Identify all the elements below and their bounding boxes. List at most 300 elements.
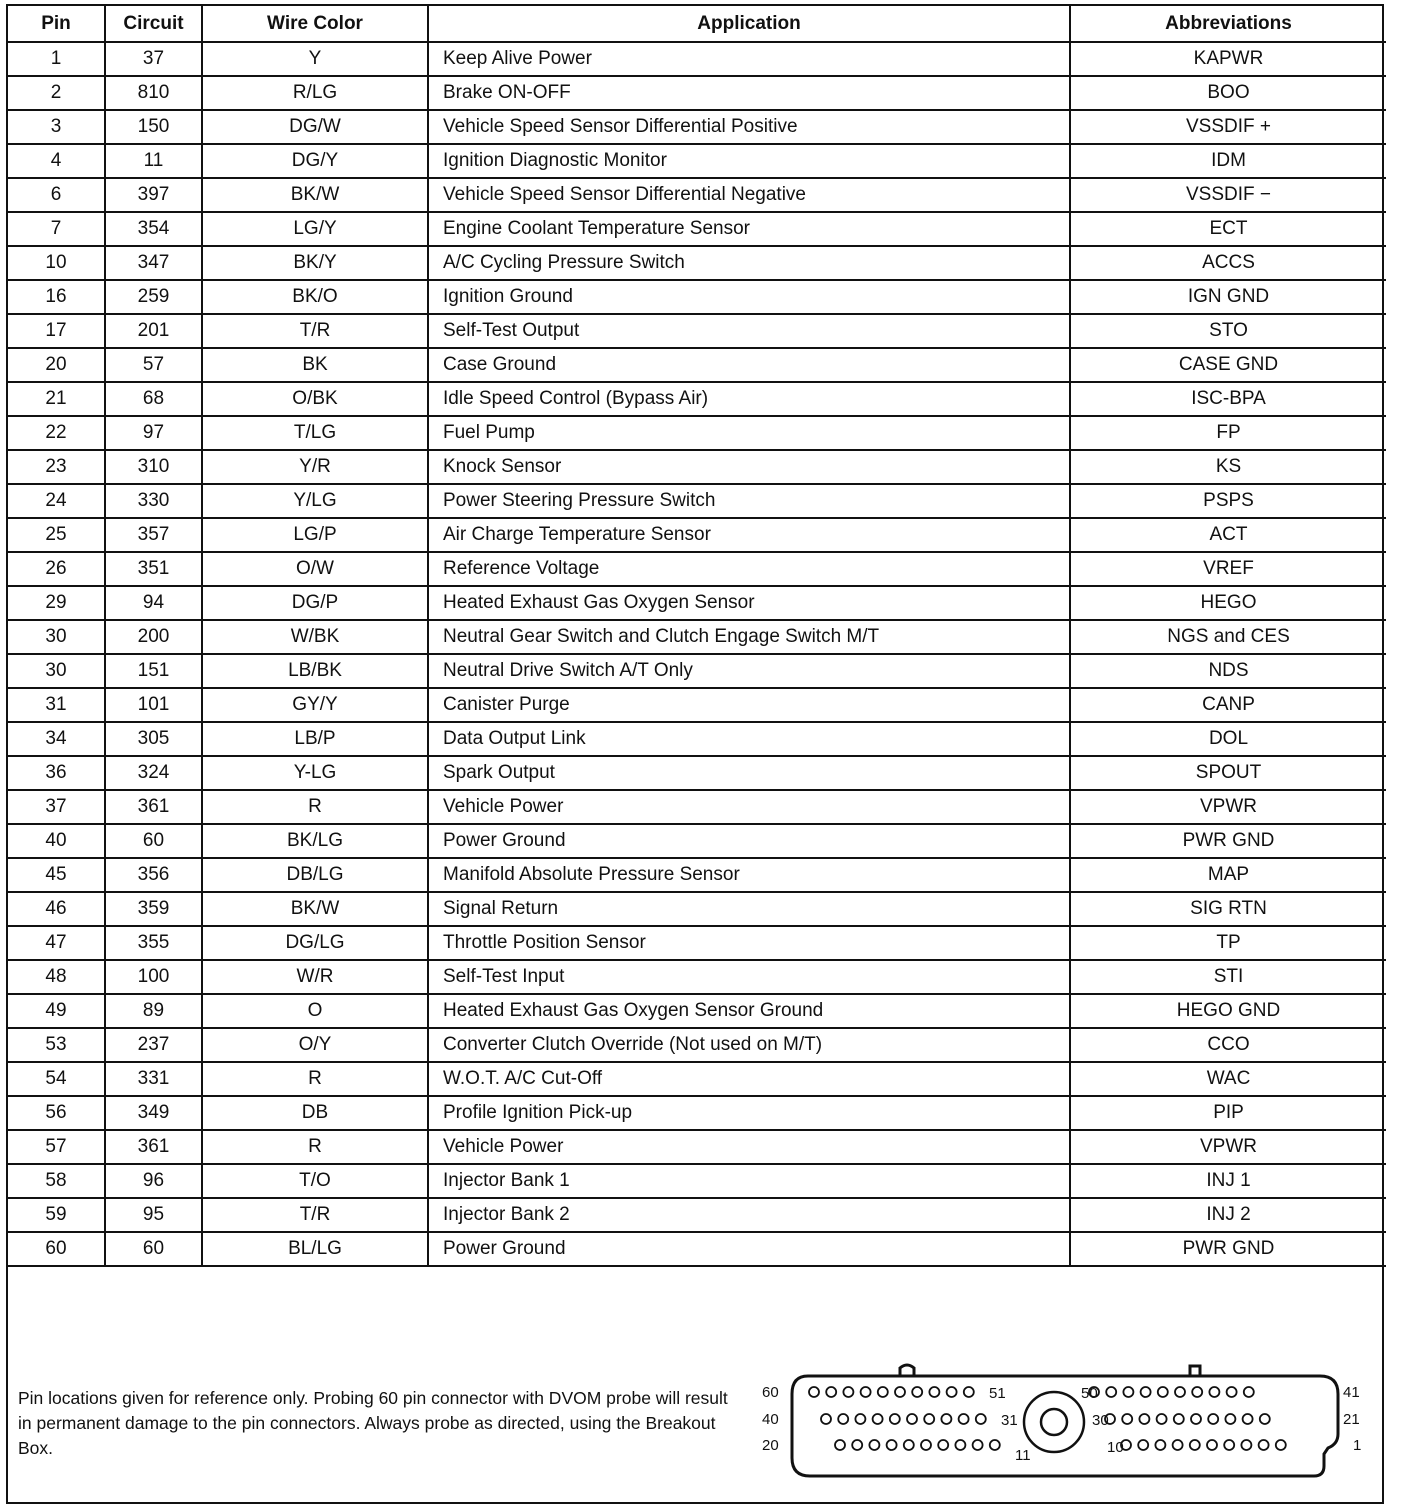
cell-pin: 3 (8, 110, 105, 144)
label-41: 41 (1343, 1384, 1360, 1401)
cell-pin: 17 (8, 314, 105, 348)
cell-wire-color: O (202, 994, 428, 1028)
cell-abbreviation: ACT (1070, 518, 1386, 552)
connector-pin (1208, 1414, 1218, 1424)
connector-pin (855, 1414, 865, 1424)
cell-pin: 57 (8, 1130, 105, 1164)
cell-wire-color: Y/LG (202, 484, 428, 518)
cell-wire-color: LG/P (202, 518, 428, 552)
table-row (8, 76, 1386, 110)
connector-pin (1209, 1387, 1219, 1397)
connector-outline (792, 1376, 1338, 1476)
cell-circuit: 810 (105, 76, 202, 110)
cell-application: Keep Alive Power (428, 42, 1070, 76)
table-row (8, 314, 1386, 348)
cell-application: Reference Voltage (428, 552, 1070, 586)
connector-pin (955, 1440, 965, 1450)
cell-application: Case Ground (428, 348, 1070, 382)
cell-abbreviation: STI (1070, 960, 1386, 994)
cell-pin: 59 (8, 1198, 105, 1232)
cell-abbreviation: SPOUT (1070, 756, 1386, 790)
cell-abbreviation: TP (1070, 926, 1386, 960)
table-row (8, 790, 1386, 824)
connector-pin (1141, 1387, 1151, 1397)
connector-pin (1174, 1414, 1184, 1424)
cell-application: Throttle Position Sensor (428, 926, 1070, 960)
cell-application: Ignition Diagnostic Monitor (428, 144, 1070, 178)
cell-application: Power Ground (428, 824, 1070, 858)
connector-pin (873, 1414, 883, 1424)
cell-pin: 16 (8, 280, 105, 314)
cell-pin: 36 (8, 756, 105, 790)
cell-circuit: 331 (105, 1062, 202, 1096)
cell-application: Canister Purge (428, 688, 1070, 722)
header-pin: Pin (8, 6, 105, 42)
connector-pin (964, 1387, 974, 1397)
cell-application: Idle Speed Control (Bypass Air) (428, 382, 1070, 416)
connector-pin (1138, 1440, 1148, 1450)
table-row (8, 450, 1386, 484)
cell-circuit: 94 (105, 586, 202, 620)
cell-abbreviation: VPWR (1070, 790, 1386, 824)
label-60: 60 (762, 1384, 779, 1401)
cell-circuit: 200 (105, 620, 202, 654)
table-row (8, 824, 1386, 858)
cell-pin: 45 (8, 858, 105, 892)
connector-pin (924, 1414, 934, 1424)
cell-circuit: 359 (105, 892, 202, 926)
cell-pin: 10 (8, 246, 105, 280)
table-row (8, 688, 1386, 722)
table-row (8, 1130, 1386, 1164)
connector-bolt-outer (1024, 1392, 1084, 1452)
cell-wire-color: DB (202, 1096, 428, 1130)
connector-pin (852, 1440, 862, 1450)
cell-abbreviation: WAC (1070, 1062, 1386, 1096)
cell-pin: 20 (8, 348, 105, 382)
cell-application: W.O.T. A/C Cut-Off (428, 1062, 1070, 1096)
connector-pin (1139, 1414, 1149, 1424)
cell-pin: 30 (8, 620, 105, 654)
cell-circuit: 151 (105, 654, 202, 688)
cell-pin: 30 (8, 654, 105, 688)
cell-wire-color: BK/W (202, 892, 428, 926)
connector-pin (1190, 1440, 1200, 1450)
cell-wire-color: Y (202, 42, 428, 76)
cell-circuit: 347 (105, 246, 202, 280)
cell-circuit: 355 (105, 926, 202, 960)
cell-circuit: 37 (105, 42, 202, 76)
table-row (8, 280, 1386, 314)
connector-pin (1241, 1440, 1251, 1450)
cell-pin: 56 (8, 1096, 105, 1130)
cell-application: Injector Bank 2 (428, 1198, 1070, 1232)
connector-pin (843, 1387, 853, 1397)
cell-application: Self-Test Input (428, 960, 1070, 994)
cell-application: Heated Exhaust Gas Oxygen Sensor Ground (428, 994, 1070, 1028)
cell-circuit: 361 (105, 1130, 202, 1164)
warning-note: Pin locations given for reference only. Probing 60 pin connector with DVOM probe will result in permanent damage to the pin connectors. Always probe as directed, using the Breakout Box. (18, 1388, 728, 1458)
connector-pin (929, 1387, 939, 1397)
cell-wire-color: DG/W (202, 110, 428, 144)
header-circuit: Circuit (105, 6, 202, 42)
cell-application: Vehicle Speed Sensor Differential Positive (428, 110, 1070, 144)
cell-abbreviation: HEGO GND (1070, 994, 1386, 1028)
cell-pin: 25 (8, 518, 105, 552)
cell-abbreviation: KAPWR (1070, 42, 1386, 76)
table-row (8, 586, 1386, 620)
table-row (8, 994, 1386, 1028)
cell-circuit: 330 (105, 484, 202, 518)
connector-pin (1227, 1387, 1237, 1397)
cell-pin: 21 (8, 382, 105, 416)
cell-circuit: 361 (105, 790, 202, 824)
connector-pin (890, 1414, 900, 1424)
cell-abbreviation: HEGO (1070, 586, 1386, 620)
table-row (8, 484, 1386, 518)
cell-wire-color: BK (202, 348, 428, 382)
table-row (8, 348, 1386, 382)
table-row (8, 892, 1386, 926)
cell-abbreviation: VSSDIF + (1070, 110, 1386, 144)
cell-circuit: 11 (105, 144, 202, 178)
cell-pin: 7 (8, 212, 105, 246)
cell-abbreviation: IDM (1070, 144, 1386, 178)
connector-bolt-inner (1041, 1409, 1067, 1435)
cell-wire-color: Y-LG (202, 756, 428, 790)
connector-pin (1192, 1387, 1202, 1397)
cell-pin: 46 (8, 892, 105, 926)
cell-abbreviation: VSSDIF − (1070, 178, 1386, 212)
cell-pin: 29 (8, 586, 105, 620)
cell-circuit: 357 (105, 518, 202, 552)
connector-pin (861, 1387, 871, 1397)
table-row (8, 620, 1386, 654)
cell-wire-color: W/BK (202, 620, 428, 654)
cell-wire-color: GY/Y (202, 688, 428, 722)
label-1: 1 (1353, 1437, 1362, 1454)
cell-wire-color: T/O (202, 1164, 428, 1198)
connector-pin (1158, 1387, 1168, 1397)
cell-pin: 1 (8, 42, 105, 76)
table-row (8, 1062, 1386, 1096)
cell-application: A/C Cycling Pressure Switch (428, 246, 1070, 280)
label-40: 40 (762, 1411, 779, 1428)
table-row (8, 212, 1386, 246)
cell-circuit: 100 (105, 960, 202, 994)
cell-abbreviation: IGN GND (1070, 280, 1386, 314)
cell-circuit: 95 (105, 1198, 202, 1232)
cell-circuit: 356 (105, 858, 202, 892)
table-row (8, 756, 1386, 790)
connector-pin (1260, 1414, 1270, 1424)
cell-circuit: 60 (105, 824, 202, 858)
table-row (8, 382, 1386, 416)
connector-pin (1224, 1440, 1234, 1450)
connector-pin (907, 1414, 917, 1424)
cell-pin: 58 (8, 1164, 105, 1198)
cell-circuit: 354 (105, 212, 202, 246)
label-51: 51 (989, 1385, 1006, 1402)
cell-pin: 49 (8, 994, 105, 1028)
cell-wire-color: R (202, 1062, 428, 1096)
cell-pin: 48 (8, 960, 105, 994)
connector-pin (1243, 1414, 1253, 1424)
cell-abbreviation: CANP (1070, 688, 1386, 722)
connector-pin (941, 1414, 951, 1424)
cell-application: Converter Clutch Override (Not used on M/T) (428, 1028, 1070, 1062)
cell-application: Fuel Pump (428, 416, 1070, 450)
cell-abbreviation: BOO (1070, 76, 1386, 110)
cell-abbreviation: DOL (1070, 722, 1386, 756)
connector-pin (973, 1440, 983, 1450)
cell-wire-color: BK/O (202, 280, 428, 314)
cell-application: Ignition Ground (428, 280, 1070, 314)
connector-pin (887, 1440, 897, 1450)
cell-wire-color: BL/LG (202, 1232, 428, 1266)
connector-key-left (900, 1365, 914, 1376)
cell-application: Profile Ignition Pick-up (428, 1096, 1070, 1130)
cell-wire-color: DB/LG (202, 858, 428, 892)
cell-wire-color: W/R (202, 960, 428, 994)
connector-pin (1122, 1414, 1132, 1424)
table-row (8, 178, 1386, 212)
header-abbreviations: Abbreviations (1070, 6, 1386, 42)
cell-pin: 22 (8, 416, 105, 450)
cell-pin: 54 (8, 1062, 105, 1096)
cell-abbreviation: ACCS (1070, 246, 1386, 280)
cell-pin: 4 (8, 144, 105, 178)
cell-abbreviation: SIG RTN (1070, 892, 1386, 926)
cell-abbreviation: VPWR (1070, 1130, 1386, 1164)
cell-wire-color: T/LG (202, 416, 428, 450)
cell-pin: 23 (8, 450, 105, 484)
pinout-table (8, 6, 1386, 1267)
connector-pin (990, 1440, 1000, 1450)
cell-application: Heated Exhaust Gas Oxygen Sensor (428, 586, 1070, 620)
connector-pin (1207, 1440, 1217, 1450)
table-row (8, 518, 1386, 552)
cell-wire-color: LB/BK (202, 654, 428, 688)
label-50: 50 (1081, 1385, 1098, 1402)
cell-pin: 37 (8, 790, 105, 824)
cell-application: Air Charge Temperature Sensor (428, 518, 1070, 552)
cell-circuit: 310 (105, 450, 202, 484)
cell-abbreviation: INJ 2 (1070, 1198, 1386, 1232)
cell-application: Data Output Link (428, 722, 1070, 756)
footer-panel (8, 1338, 1382, 1504)
table-row (8, 246, 1386, 280)
cell-circuit: 201 (105, 314, 202, 348)
cell-circuit: 60 (105, 1232, 202, 1266)
cell-abbreviation: INJ 1 (1070, 1164, 1386, 1198)
cell-abbreviation: NGS and CES (1070, 620, 1386, 654)
cell-abbreviation: PWR GND (1070, 1232, 1386, 1266)
cell-application: Vehicle Power (428, 1130, 1070, 1164)
cell-abbreviation: KS (1070, 450, 1386, 484)
table-row (8, 1096, 1386, 1130)
cell-application: Knock Sensor (428, 450, 1070, 484)
connector-pin (1225, 1414, 1235, 1424)
cell-wire-color: O/Y (202, 1028, 428, 1062)
cell-pin: 31 (8, 688, 105, 722)
cell-pin: 40 (8, 824, 105, 858)
cell-pin: 34 (8, 722, 105, 756)
cell-wire-color: R (202, 1130, 428, 1164)
cell-application: Self-Test Output (428, 314, 1070, 348)
cell-circuit: 305 (105, 722, 202, 756)
cell-circuit: 324 (105, 756, 202, 790)
label-11: 11 (1015, 1447, 1031, 1464)
connector-pin (1155, 1440, 1165, 1450)
cell-application: Injector Bank 1 (428, 1164, 1070, 1198)
header-wire-color: Wire Color (202, 6, 428, 42)
cell-wire-color: O/BK (202, 382, 428, 416)
label-20: 20 (762, 1437, 779, 1454)
cell-circuit: 351 (105, 552, 202, 586)
cell-wire-color: DG/Y (202, 144, 428, 178)
connector-pin (826, 1387, 836, 1397)
table-row (8, 1232, 1386, 1266)
cell-circuit: 259 (105, 280, 202, 314)
label-31: 31 (1001, 1412, 1018, 1429)
table-row (8, 416, 1386, 450)
table-row (8, 1198, 1386, 1232)
cell-abbreviation: CCO (1070, 1028, 1386, 1062)
connector-pin (838, 1414, 848, 1424)
table-row (8, 858, 1386, 892)
cell-application: Power Ground (428, 1232, 1070, 1266)
table-row (8, 552, 1386, 586)
cell-wire-color: Y/R (202, 450, 428, 484)
table-row (8, 42, 1386, 76)
cell-wire-color: R (202, 790, 428, 824)
connector-pin (976, 1414, 986, 1424)
cell-abbreviation: ECT (1070, 212, 1386, 246)
cell-circuit: 101 (105, 688, 202, 722)
cell-abbreviation: NDS (1070, 654, 1386, 688)
cell-abbreviation: PWR GND (1070, 824, 1386, 858)
cell-circuit: 349 (105, 1096, 202, 1130)
cell-application: Engine Coolant Temperature Sensor (428, 212, 1070, 246)
connector-pin (1173, 1440, 1183, 1450)
connector-diagram (748, 1348, 1378, 1498)
connector-pin (921, 1440, 931, 1450)
connector-pin (1106, 1387, 1116, 1397)
cell-application: Brake ON-OFF (428, 76, 1070, 110)
table-row (8, 926, 1386, 960)
table-row (8, 654, 1386, 688)
cell-application: Neutral Drive Switch A/T Only (428, 654, 1070, 688)
cell-abbreviation: FP (1070, 416, 1386, 450)
connector-pin (869, 1440, 879, 1450)
cell-application: Neutral Gear Switch and Clutch Engage Switch M/T (428, 620, 1070, 654)
connector-pin (1276, 1440, 1286, 1450)
cell-abbreviation: ISC-BPA (1070, 382, 1386, 416)
connector-pin (1157, 1414, 1167, 1424)
connector-pin (904, 1440, 914, 1450)
cell-circuit: 96 (105, 1164, 202, 1198)
table-row (8, 144, 1386, 178)
connector-pin (878, 1387, 888, 1397)
table-header-row (8, 6, 1386, 42)
table-row (8, 1028, 1386, 1062)
cell-application: Vehicle Power (428, 790, 1070, 824)
table-row (8, 960, 1386, 994)
header-application: Application (428, 6, 1070, 42)
cell-wire-color: R/LG (202, 76, 428, 110)
connector-pin (821, 1414, 831, 1424)
cell-pin: 26 (8, 552, 105, 586)
cell-circuit: 57 (105, 348, 202, 382)
cell-wire-color: T/R (202, 1198, 428, 1232)
cell-wire-color: T/R (202, 314, 428, 348)
connector-pin (809, 1387, 819, 1397)
cell-wire-color: BK/Y (202, 246, 428, 280)
cell-circuit: 150 (105, 110, 202, 144)
cell-wire-color: BK/LG (202, 824, 428, 858)
connector-pin (895, 1387, 905, 1397)
cell-wire-color: O/W (202, 552, 428, 586)
connector-pin (959, 1414, 969, 1424)
cell-pin: 47 (8, 926, 105, 960)
label-30: 30 (1092, 1412, 1109, 1429)
cell-circuit: 97 (105, 416, 202, 450)
connector-pin (1244, 1387, 1254, 1397)
cell-application: Vehicle Speed Sensor Differential Negative (428, 178, 1070, 212)
table-row (8, 722, 1386, 756)
connector-pin (835, 1440, 845, 1450)
connector-pin (947, 1387, 957, 1397)
label-21: 21 (1343, 1411, 1360, 1428)
cell-pin: 2 (8, 76, 105, 110)
connector-pin (1123, 1387, 1133, 1397)
connector-pin (912, 1387, 922, 1397)
cell-pin: 60 (8, 1232, 105, 1266)
cell-circuit: 237 (105, 1028, 202, 1062)
connector-pin (1175, 1387, 1185, 1397)
cell-circuit: 89 (105, 994, 202, 1028)
cell-wire-color: DG/P (202, 586, 428, 620)
cell-wire-color: LG/Y (202, 212, 428, 246)
cell-abbreviation: MAP (1070, 858, 1386, 892)
table-row (8, 1164, 1386, 1198)
cell-wire-color: DG/LG (202, 926, 428, 960)
cell-abbreviation: PSPS (1070, 484, 1386, 518)
table-row (8, 110, 1386, 144)
connector-pin (1259, 1440, 1269, 1450)
cell-abbreviation: CASE GND (1070, 348, 1386, 382)
cell-pin: 24 (8, 484, 105, 518)
cell-abbreviation: PIP (1070, 1096, 1386, 1130)
pinout-sheet (6, 4, 1384, 1504)
cell-circuit: 68 (105, 382, 202, 416)
cell-application: Power Steering Pressure Switch (428, 484, 1070, 518)
label-10: 10 (1107, 1439, 1124, 1456)
cell-application: Manifold Absolute Pressure Sensor (428, 858, 1070, 892)
connector-pin (938, 1440, 948, 1450)
cell-abbreviation: STO (1070, 314, 1386, 348)
cell-circuit: 397 (105, 178, 202, 212)
cell-application: Signal Return (428, 892, 1070, 926)
connector-pins (809, 1387, 1286, 1450)
cell-wire-color: BK/W (202, 178, 428, 212)
cell-abbreviation: VREF (1070, 552, 1386, 586)
cell-application: Spark Output (428, 756, 1070, 790)
cell-pin: 6 (8, 178, 105, 212)
connector-pin (1191, 1414, 1201, 1424)
cell-wire-color: LB/P (202, 722, 428, 756)
